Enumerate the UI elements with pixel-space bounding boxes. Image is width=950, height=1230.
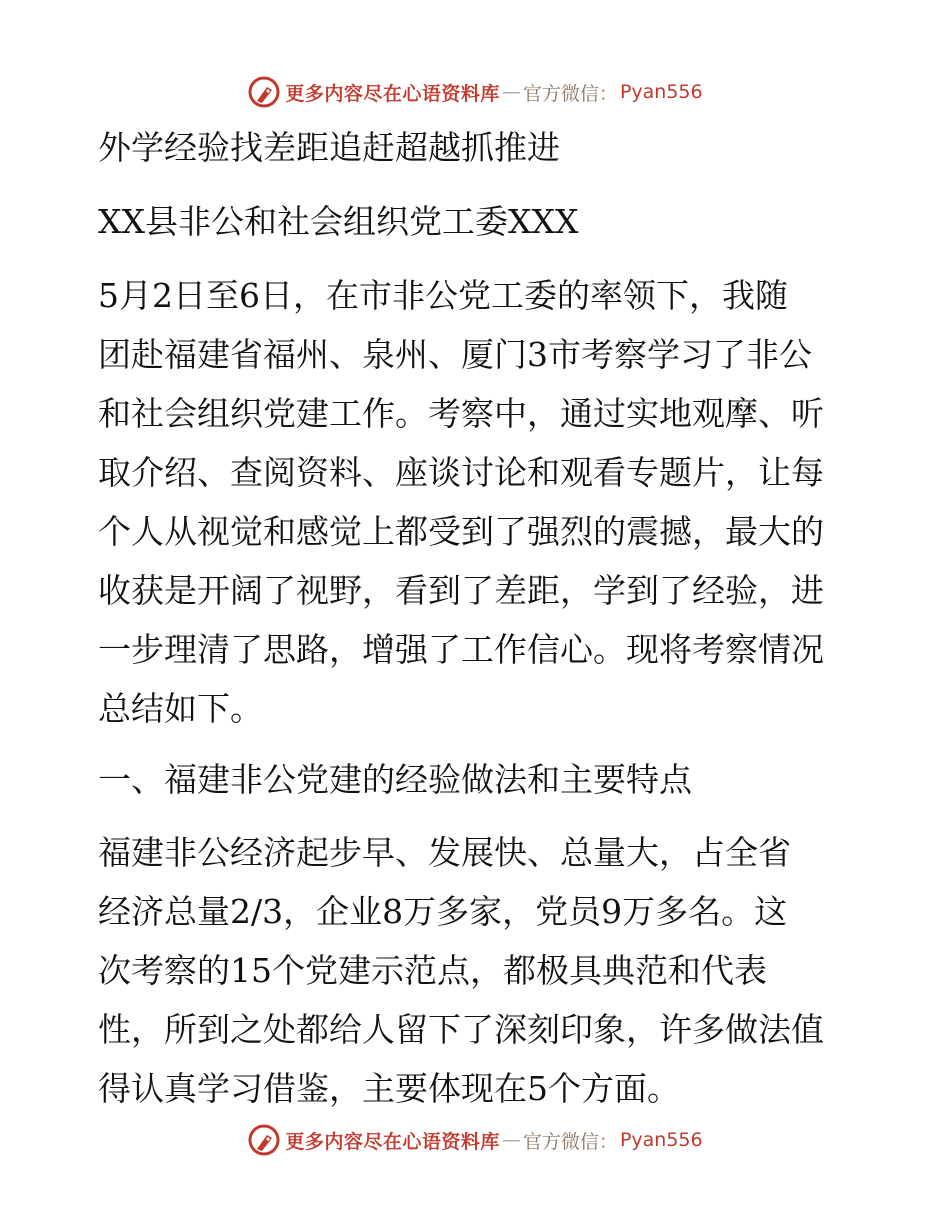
paragraph-2-line: 次考察的15个党建示范点，都极具典范和代表 [98,951,767,990]
paragraph-1-line: 个人从视觉和感觉上都受到了强烈的震撼，最大的 [98,512,824,551]
paragraph-1-line: 5月2日至6日，在市非公党工委的率领下，我随 [98,276,788,315]
brand-text: 更多内容尽在心语资料库 [285,82,500,105]
banner-separator: — [501,81,521,103]
wechat-label: 官方微信： [522,1130,618,1153]
banner-separator: — [501,1129,521,1151]
paragraph-2-line: 福建非公经济起步早、发展快、总量大，占全省 [98,833,791,872]
paragraph-1-line: 收获是开阔了视野，看到了差距，学到了经验，进 [98,571,824,610]
section-1-heading: 一、福建非公党建的经验做法和主要特点 [98,760,692,799]
paragraph-1-line: 团赴福建省福州、泉州、厦门3市考察学习了非公 [98,335,812,374]
pen-nib-icon [247,1123,281,1157]
wechat-id: Pyan556 [619,81,703,103]
footer-banner [0,1120,950,1160]
document-title: 外学经验找差距追赶超越抓推进 [98,128,560,167]
paragraph-2-line: 性，所到之处都给人留下了深刻印象，许多做法值 [98,1010,824,1049]
paragraph-1-line: 和社会组织党建工作。考察中，通过实地观摩、听 [98,394,824,433]
document-author: XX县非公和社会组织党工委XXX [98,202,579,241]
paragraph-1-line: 一步理清了思路，增强了工作信心。现将考察情况 [98,630,824,669]
paragraph-2-line: 得认真学习借鉴，主要体现在5个方面。 [98,1069,680,1108]
pen-nib-icon [247,75,281,109]
header-banner [0,72,950,112]
brand-text: 更多内容尽在心语资料库 [285,1130,500,1153]
paragraph-1-line: 取介绍、查阅资料、座谈讨论和观看专题片，让每 [98,453,824,492]
paragraph-1-line: 总结如下。 [98,689,263,728]
paragraph-2-line: 经济总量2/3，企业8万多家，党员9万多名。这 [98,892,788,931]
wechat-label: 官方微信： [522,82,618,105]
wechat-id: Pyan556 [619,1129,703,1151]
